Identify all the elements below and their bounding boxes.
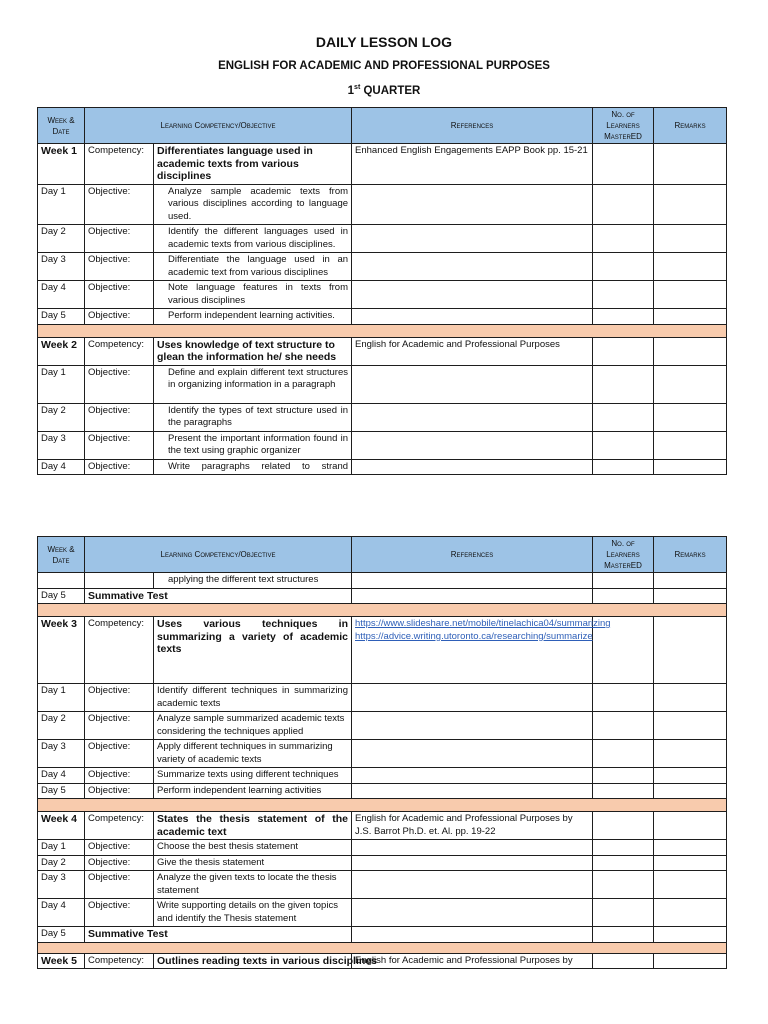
week-row (38, 144, 727, 185)
week-row (38, 337, 727, 365)
competency-text: Outlines reading texts in various disciplines (154, 953, 352, 969)
learners-cell (593, 459, 654, 475)
competency-text: States the thesis statement of the academic text (154, 812, 352, 840)
day-row (38, 712, 727, 740)
remarks-cell (654, 365, 727, 403)
reference-cell (352, 309, 593, 325)
col-header-week-date: Week & Date (38, 108, 85, 144)
objective-label: Objective: (85, 253, 154, 281)
remarks-cell (654, 431, 727, 459)
reference-cell (352, 768, 593, 784)
objective-text: Differentiate the language used in an academic text from various disciplines (154, 253, 352, 281)
reference-cell: Enhanced English Engagements EAPP Book pp. 15-21 (352, 144, 593, 185)
remarks-cell (654, 927, 727, 943)
competency-text: Uses knowledge of text structure to glean the information he/ she needs (154, 337, 352, 365)
learners-cell (593, 431, 654, 459)
learners-cell (593, 783, 654, 799)
col-header-references: References (352, 537, 593, 573)
objective-label: Objective: (85, 740, 154, 768)
competency-label: Competency: (85, 144, 154, 185)
reference-cell (352, 740, 593, 768)
learners-cell (593, 281, 654, 309)
remarks-cell (654, 573, 727, 589)
day-row (38, 309, 727, 325)
day-label: Day 5 (38, 588, 85, 604)
remarks-cell (654, 783, 727, 799)
learners-cell (593, 953, 654, 969)
reference-cell (352, 403, 593, 431)
day-row (38, 927, 727, 943)
objective-text: Give the thesis statement (154, 855, 352, 871)
reference-cell (352, 459, 593, 475)
week-row (38, 953, 727, 969)
objective-text: Write supporting details on the given topics and identify the Thesis statement (154, 899, 352, 927)
col-header-competency: Learning Competency/Objective (85, 537, 352, 573)
day-label (38, 573, 85, 589)
learners-cell (593, 840, 654, 856)
day-label: Day 2 (38, 855, 85, 871)
day-row (38, 871, 727, 899)
day-label: Day 4 (38, 768, 85, 784)
objective-text: Analyze the given texts to locate the thesis statement (154, 871, 352, 899)
day-row (38, 225, 727, 253)
learners-cell (593, 855, 654, 871)
continuation-row (38, 573, 727, 589)
day-label: Day 2 (38, 403, 85, 431)
day-label: Day 5 (38, 927, 85, 943)
col-header-week-date: Week & Date (38, 537, 85, 573)
day-label: Day 4 (38, 281, 85, 309)
learners-cell (593, 253, 654, 281)
remarks-cell (654, 253, 727, 281)
day-label: Day 4 (38, 899, 85, 927)
objective-label: Objective: (85, 225, 154, 253)
reference-cell (352, 617, 611, 684)
competency-label: Competency: (85, 617, 154, 684)
learners-cell (593, 768, 654, 784)
day-row (38, 855, 727, 871)
remarks-cell (654, 740, 727, 768)
remarks-cell (654, 768, 727, 784)
week-row (38, 617, 727, 684)
remarks-cell (654, 899, 727, 927)
objective-label: Objective: (85, 459, 154, 475)
day-label: Day 3 (38, 253, 85, 281)
reference-cell (352, 684, 593, 712)
remarks-cell (654, 403, 727, 431)
remarks-cell (654, 840, 727, 856)
objective-label: Objective: (85, 431, 154, 459)
learners-cell (593, 573, 654, 589)
day-row (38, 403, 727, 431)
week-row (38, 812, 727, 840)
objective-text: Choose the best thesis statement (154, 840, 352, 856)
objective-label: Objective: (85, 184, 154, 225)
table-header-row (38, 537, 727, 573)
objective-label: Objective: (85, 871, 154, 899)
reference-cell (352, 871, 593, 899)
objective-label (85, 573, 154, 589)
objective-text: Define and explain different text structures in organizing information in a paragraph (154, 365, 352, 403)
reference-cell (352, 588, 593, 604)
learners-cell (593, 337, 654, 365)
learners-cell (593, 927, 654, 943)
objective-label: Objective: (85, 403, 154, 431)
summative-test: Summative Test (85, 588, 352, 604)
reference-cell: English for Academic and Professional Purposes by (352, 953, 593, 969)
week-label: Week 3 (38, 617, 85, 684)
objective-text: applying the different text structures (154, 573, 352, 589)
week-separator (38, 604, 727, 617)
remarks-cell (654, 855, 727, 871)
day-row (38, 588, 727, 604)
objective-label: Objective: (85, 899, 154, 927)
learners-cell (593, 812, 654, 840)
learners-cell (593, 684, 654, 712)
reference-cell (352, 184, 593, 225)
reference-cell (352, 783, 593, 799)
competency-label: Competency: (85, 953, 154, 969)
day-label: Day 3 (38, 871, 85, 899)
remarks-cell (654, 459, 727, 475)
day-label: Day 2 (38, 225, 85, 253)
lesson-log-table-1 (37, 107, 727, 475)
objective-label: Objective: (85, 281, 154, 309)
objective-text: Analyze sample academic texts from various disciplines according to language used. (154, 184, 352, 225)
col-header-learners: No. of Learners MasterED (593, 108, 654, 144)
reference-cell (352, 840, 593, 856)
summative-test: Summative Test (85, 927, 352, 943)
remarks-cell (654, 871, 727, 899)
remarks-cell (654, 309, 727, 325)
objective-text: Note language features in texts from various disciplines (154, 281, 352, 309)
day-row (38, 459, 727, 475)
learners-cell (593, 899, 654, 927)
objective-label: Objective: (85, 309, 154, 325)
reference-cell: English for Academic and Professional Purposes (352, 337, 593, 365)
week-label: Week 4 (38, 812, 85, 840)
reference-cell (352, 927, 593, 943)
remarks-cell (654, 281, 727, 309)
competency-label: Competency: (85, 812, 154, 840)
remarks-cell (654, 337, 727, 365)
reference-cell (352, 855, 593, 871)
objective-label: Objective: (85, 712, 154, 740)
reference-link[interactable]: https://www.slideshare.net/mobile/tinelachica04/summarizing (355, 618, 611, 629)
day-row (38, 768, 727, 784)
reference-cell (352, 712, 593, 740)
day-label: Day 4 (38, 459, 85, 475)
objective-text: Perform independent learning activities. (154, 309, 352, 325)
day-label: Day 1 (38, 684, 85, 712)
objective-text: Analyze sample summarized academic texts considering the techniques applied (154, 712, 352, 740)
objective-text: Present the important information found in the text using graphic organizer (154, 431, 352, 459)
competency-text: Uses various techniques in summarizing a variety of academic texts (154, 617, 352, 684)
col-header-competency: Learning Competency/Objective (85, 108, 352, 144)
learners-cell (593, 184, 654, 225)
reference-link[interactable]: https://advice.writing.utoronto.ca/researching/summarize (355, 630, 593, 642)
remarks-cell (654, 225, 727, 253)
reference-cell (352, 431, 593, 459)
learners-cell (593, 225, 654, 253)
week-separator (38, 324, 727, 337)
remarks-cell (654, 588, 727, 604)
competency-label: Competency: (85, 337, 154, 365)
learners-cell (593, 365, 654, 403)
day-label: Day 3 (38, 740, 85, 768)
day-row (38, 281, 727, 309)
competency-text: Differentiates language used in academic texts from various disciplines (154, 144, 352, 185)
day-row (38, 684, 727, 712)
reference-cell (352, 281, 593, 309)
reference-cell (352, 899, 593, 927)
col-header-learners: No. of Learners MasterED (593, 537, 654, 573)
remarks-cell (654, 953, 727, 969)
remarks-cell (654, 617, 727, 684)
day-row (38, 840, 727, 856)
week-separator (38, 799, 727, 812)
learners-cell (593, 309, 654, 325)
remarks-cell (654, 184, 727, 225)
objective-text: Identify different techniques in summarizing academic texts (154, 684, 352, 712)
objective-text: Identify the types of text structure used in the paragraphs (154, 403, 352, 431)
day-row (38, 783, 727, 799)
day-label: Day 1 (38, 365, 85, 403)
remarks-cell (654, 712, 727, 740)
objective-text: Apply different techniques in summarizing variety of academic texts (154, 740, 352, 768)
learners-cell (593, 144, 654, 185)
week-label: Week 2 (38, 337, 85, 365)
day-row (38, 253, 727, 281)
day-label: Day 5 (38, 309, 85, 325)
document-title: DAILY LESSON LOG (315, 34, 453, 50)
learners-cell (593, 871, 654, 899)
day-label: Day 1 (38, 184, 85, 225)
quarter-number: 1 (347, 84, 355, 97)
day-row (38, 365, 727, 403)
col-header-references: References (352, 108, 593, 144)
reference-cell: English for Academic and Professional Purposes by J.S. Barrot Ph.D. et. Al. pp. 19-22 (352, 812, 593, 840)
objective-label: Objective: (85, 684, 154, 712)
objective-label: Objective: (85, 783, 154, 799)
day-label: Day 2 (38, 712, 85, 740)
table-header-row (38, 108, 727, 144)
objective-label: Objective: (85, 768, 154, 784)
quarter-suffix: st (354, 84, 361, 91)
learners-cell (593, 588, 654, 604)
learners-cell (593, 712, 654, 740)
day-row (38, 431, 727, 459)
day-row (38, 184, 727, 225)
objective-text: Identify the different languages used in academic texts from various disciplines. (154, 225, 352, 253)
quarter-word: QUARTER (363, 84, 421, 97)
lesson-log-table-2 (37, 536, 727, 969)
week-separator (38, 942, 727, 953)
col-header-remarks: Remarks (654, 108, 727, 144)
week-label: Week 1 (38, 144, 85, 185)
document-subtitle: ENGLISH FOR ACADEMIC AND PROFESSIONAL PURPOSES (218, 60, 550, 72)
col-header-remarks: Remarks (654, 537, 727, 573)
objective-text: Summarize texts using different techniques (154, 768, 352, 784)
week-label: Week 5 (38, 953, 85, 969)
reference-cell (352, 253, 593, 281)
reference-cell (352, 225, 593, 253)
day-row (38, 740, 727, 768)
remarks-cell (654, 144, 727, 185)
reference-cell (352, 365, 593, 403)
objective-label: Objective: (85, 855, 154, 871)
objective-text: Write paragraphs related to strand (154, 459, 352, 475)
objective-label: Objective: (85, 365, 154, 403)
day-label: Day 1 (38, 840, 85, 856)
remarks-cell (654, 812, 727, 840)
learners-cell (593, 403, 654, 431)
remarks-cell (654, 684, 727, 712)
objective-text: Perform independent learning activities (154, 783, 352, 799)
learners-cell (593, 740, 654, 768)
objective-label: Objective: (85, 840, 154, 856)
day-label: Day 3 (38, 431, 85, 459)
reference-cell (352, 573, 593, 589)
day-row (38, 899, 727, 927)
quarter-heading (0, 84, 768, 97)
day-label: Day 5 (38, 783, 85, 799)
